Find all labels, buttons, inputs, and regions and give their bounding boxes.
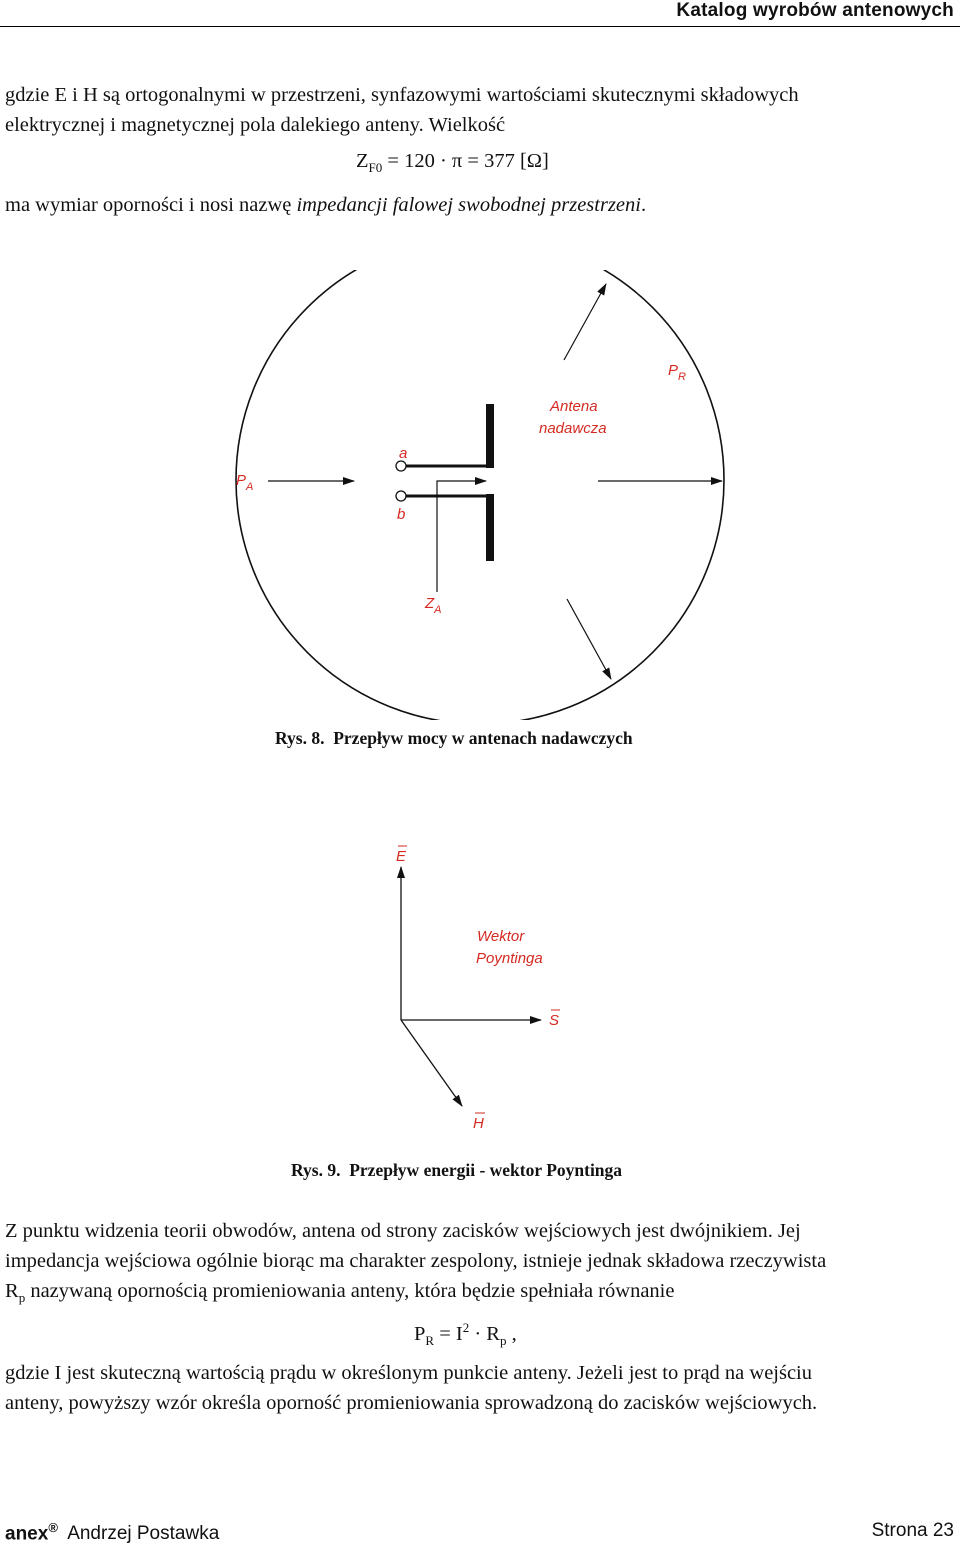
radiated-power-arrow-down	[567, 599, 611, 679]
label-e: E	[396, 848, 407, 865]
paragraph-conclusion	[5, 1358, 957, 1418]
footer-registered: ®	[48, 1520, 58, 1535]
figure-9-title: Przepływ energii - wektor Poyntinga	[349, 1160, 623, 1180]
figure-8-caption	[275, 728, 633, 749]
terminal-a	[396, 461, 406, 471]
paragraph-radiation-subscript: p	[18, 1290, 26, 1306]
paragraph-radiation-line2: impedancja wejściowa ogólnie biorąc ma charakter zespolony, istnieje jednak składowa rzeczywista	[5, 1250, 827, 1272]
paragraph-conclusion-line1: gdzie I jest skuteczną wartością prądu w określonym punkcie anteny. Jeżeli jest to prąd na wejściu	[5, 1362, 813, 1384]
equation-value: = 120 · π = 377 [Ω]	[382, 150, 549, 172]
paragraph-impedance	[5, 190, 957, 220]
equation-radiated-power	[414, 1320, 517, 1349]
paragraph-radiation-line3: nazywaną opornością promieniowania anteny, która będzie spełniała równanie	[25, 1280, 675, 1302]
footer-page-number: Strona 23	[871, 1520, 954, 1541]
header-divider	[0, 26, 960, 27]
equation-impedance	[356, 150, 549, 176]
paragraph-conclusion-line2: anteny, powyższy wzór określa oporność promieniowania sprowadzoną do zacisków wejściowych.	[5, 1392, 818, 1414]
paragraph-intro-line2: elektrycznej i magnetycznej pola dalekiego anteny. Wielkość	[5, 114, 506, 136]
equation-subscript: F0	[368, 160, 383, 176]
eq2-end: ,	[506, 1322, 517, 1345]
paragraph-impedance-text: ma wymiar oporności i nosi nazwę	[5, 194, 297, 216]
paragraph-impedance-end: .	[640, 194, 647, 216]
paragraph-intro	[5, 80, 957, 140]
antenna-upper-arm	[486, 404, 494, 468]
figure-poynting-vector	[0, 835, 960, 1140]
paragraph-radiation-symbol: R	[5, 1280, 19, 1302]
equation-symbol: Z	[356, 150, 369, 172]
figure-9-number: Rys. 9.	[291, 1160, 341, 1180]
radiated-power-arrow-up	[564, 284, 606, 360]
label-pr: $P_R$	[668, 362, 686, 383]
figure-8-title: Przepływ mocy w antenach nadawczych	[333, 728, 633, 748]
eq2-sup: 2	[462, 1320, 470, 1335]
impedance-pointer	[437, 481, 486, 592]
terminal-b	[396, 491, 406, 501]
eq2-r: · R	[469, 1322, 500, 1345]
eq2-p: P	[414, 1322, 426, 1345]
header-title: Katalog wyrobów antenowych	[676, 0, 954, 21]
label-wektor: Wektor	[477, 928, 525, 945]
eq2-i: = I	[434, 1322, 463, 1345]
paragraph-impedance-term: impedancji falowej swobodnej przestrzeni	[296, 194, 641, 216]
label-h: H	[473, 1115, 484, 1132]
footer-brand	[5, 1520, 219, 1545]
label-terminal-a: a	[399, 445, 408, 462]
footer-brand-name: anex	[5, 1523, 49, 1545]
label-antenna-line2: nadawcza	[539, 420, 607, 437]
figure-power-flow	[0, 270, 960, 720]
paragraph-intro-line1: gdzie E i H są ortogonalnymi w przestrzeni, synfazowymi wartościami skutecznymi składowych	[5, 84, 799, 106]
label-poyntinga: Poyntinga	[476, 950, 543, 967]
antenna-lower-arm	[486, 494, 494, 561]
label-za: $Z_A$	[425, 595, 442, 616]
eq2-p-sub: R	[425, 1332, 435, 1348]
footer-author: Andrzej Postawka	[67, 1523, 220, 1545]
label-s: S	[549, 1012, 560, 1029]
paragraph-radiation	[5, 1216, 957, 1313]
h-vector-arrow	[401, 1020, 462, 1106]
label-terminal-b: b	[397, 506, 406, 523]
label-antenna-line1: Antena	[550, 398, 598, 415]
figure-9-caption	[291, 1160, 622, 1181]
paragraph-radiation-line1: Z punktu widzenia teorii obwodów, antena od strony zacisków wejściowych jest dwójnikiem. Jej	[5, 1220, 801, 1242]
label-pa: $P_A$	[236, 472, 254, 493]
figure-8-number: Rys. 8.	[275, 728, 325, 748]
eq2-r-sub: p	[499, 1332, 507, 1348]
